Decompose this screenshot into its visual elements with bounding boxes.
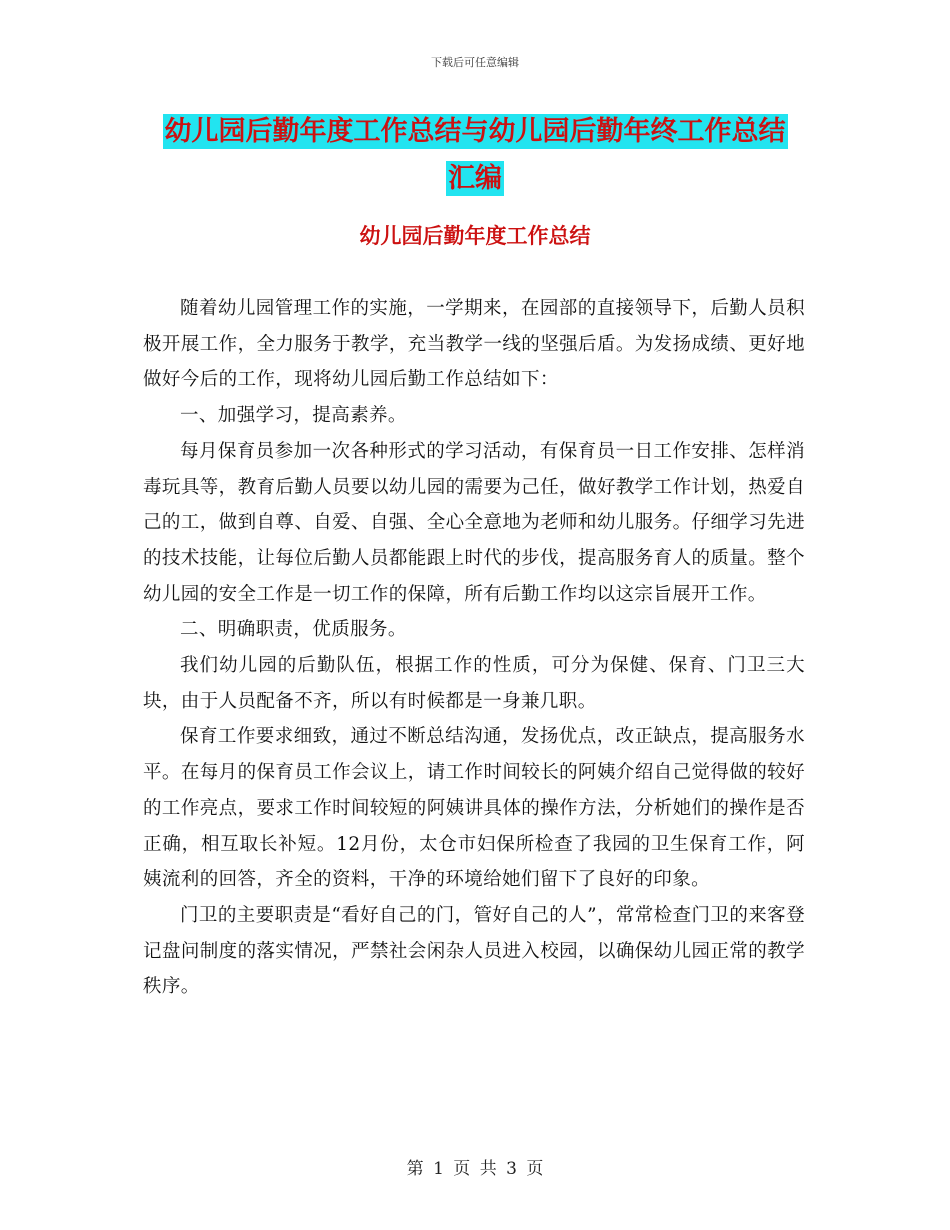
- paragraph-childcare: 保育工作要求细致，通过不断总结沟通，发扬优点，改正缺点，提高服务水平。在每月的保育员工作会议上，请工作时间较长的阿姨介绍自己觉得做的较好的工作亮点，要求工作时间较短的阿姨讲具体的操作方法，分析她们的操作是否正确，相互取长补短。12月份，太仓市妇保所检查了我园的卫生保育工作，阿姨流利的回答，齐全的资料，干净的环境给她们留下了良好的印象。: [143, 726, 805, 891]
- heading-study: 一、加强学习，提高素养。: [180, 405, 407, 427]
- document-title-line1: 幼儿园后勤年度工作总结与幼儿园后勤年终工作总结: [164, 116, 786, 147]
- document-title: [140, 108, 810, 202]
- paragraph-guard: 门卫的主要职责是“看好自己的门，管好自己的人”，常常检查门卫的来客登记盘问制度的落实情况，严禁社会闲杂人员进入校园，以确保幼儿园正常的教学秩序。: [143, 904, 805, 998]
- body-text: [143, 291, 805, 1005]
- header-note: 下载后可任意编辑: [431, 56, 519, 69]
- paragraph-study: 每月保育员参加一次各种形式的学习活动，有保育员一日工作安排、怎样消毒玩具等，教育后勤人员要以幼儿园的需要为己任，做好教学工作计划，热爱自己的工，做到自尊、自爱、自强、全心全意地为老师和幼儿服务。仔细学习先进的技术技能，让每位后勤人员都能跟上时代的步伐，提高服务育人的质量。整个幼儿园的安全工作是一切工作的保障，所有后勤工作均以这宗旨展开工作。: [143, 440, 805, 605]
- paragraph-intro: 随着幼儿园管理工作的实施，一学期来，在园部的直接领导下，后勤人员积极开展工作，全力服务于教学，充当教学一线的坚强后盾。为发扬成绩、更好地做好今后的工作，现将幼儿园后勤工作总结如下：: [143, 298, 805, 391]
- section-title: 幼儿园后勤年度工作总结: [359, 224, 591, 248]
- document-title-line2: 汇编: [448, 163, 502, 194]
- page-footer: 第 1 页 共 3 页: [406, 1159, 544, 1179]
- heading-duties: 二、明确职责，优质服务。: [180, 619, 407, 641]
- paragraph-team: 我们幼儿园的后勤队伍，根据工作的性质，可分为保健、保育、门卫三大块，由于人员配备不齐，所以有时候都是一身兼几职。: [143, 655, 805, 712]
